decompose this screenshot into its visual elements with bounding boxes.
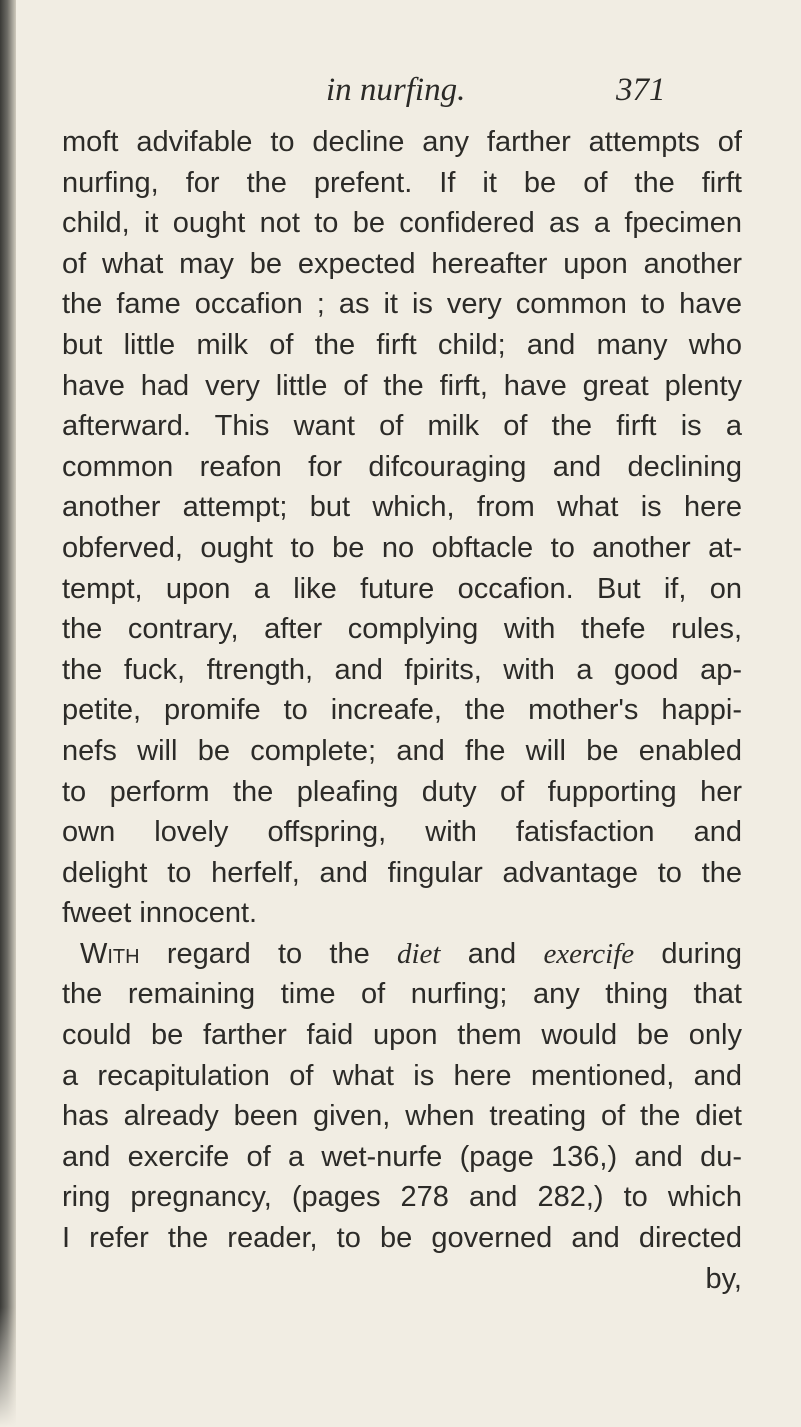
text-line: could be farther faid upon them would be only	[62, 1019, 742, 1052]
text-line: own lovely offspring, with fatisfaction and	[62, 816, 742, 849]
text-line: to perform the pleafing duty of fupporting her	[62, 775, 742, 808]
text-line: child, it ought not to be confidered as a fpecimen	[62, 207, 742, 240]
text-line: obferved, ought to be no obftacle to another at-	[62, 531, 742, 564]
page-header	[0, 72, 801, 112]
text-line: I refer the reader, to be governed and directed	[62, 1222, 742, 1255]
text-span: regard to the	[139, 937, 397, 970]
text-line: the fuck, ftrength, and fpirits, with a good ap-	[62, 653, 742, 686]
italic-word: diet	[397, 937, 441, 970]
page-number: 371	[616, 72, 666, 108]
text-line: a recapitulation of what is here mentioned, and	[62, 1059, 742, 1092]
text-line: petite, promife to increafe, the mother's happi-	[62, 694, 742, 727]
text-line: nurfing, for the prefent. If it be of the firft	[62, 166, 742, 199]
text-line: ring pregnancy, (pages 278 and 282,) to which	[62, 1181, 742, 1214]
page-bottom-margin	[0, 1307, 801, 1427]
text-line: and exercife of a wet-nurfe (page 136,) and du-	[62, 1140, 742, 1173]
text-line: common reafon for difcouraging and declining	[62, 450, 742, 483]
text-line: another attempt; but which, from what is here	[62, 491, 742, 524]
text-line: delight to herfelf, and fingular advantage to the	[62, 856, 742, 889]
text-line: have had very little of the firft, have great plenty	[62, 369, 742, 402]
body-text	[62, 122, 742, 1299]
running-head: in nurfing.	[326, 72, 466, 108]
text-line: of what may be expected hereafter upon another	[62, 247, 742, 280]
catchword: by,	[705, 1262, 742, 1295]
italic-word: exercife	[543, 937, 635, 970]
page-binding-shadow	[0, 0, 16, 1427]
text-line: has already been given, when treating of the diet	[62, 1100, 742, 1133]
text-line: the contrary, after complying with thefe rules,	[62, 613, 742, 646]
text-span: during	[634, 937, 743, 970]
text-line: afterward. This want of milk of the firft is a	[62, 410, 742, 443]
text-line: tempt, upon a like future occafion. But if, on	[62, 572, 742, 605]
text-line: fweet innocent.	[62, 897, 258, 930]
text-line: nefs will be complete; and fhe will be enabled	[62, 734, 742, 767]
text-line: the fame occafion ; as it is very common to have	[62, 288, 742, 321]
text-span: and	[440, 937, 544, 970]
paragraph-opening-line	[62, 934, 742, 975]
text-line: but little milk of the firft child; and many who	[62, 328, 742, 361]
text-line: the remaining time of nurfing; any thing that	[62, 978, 742, 1011]
text-line: moft advifable to decline any farther attempts of	[62, 126, 742, 158]
small-caps-word: With	[80, 937, 140, 970]
